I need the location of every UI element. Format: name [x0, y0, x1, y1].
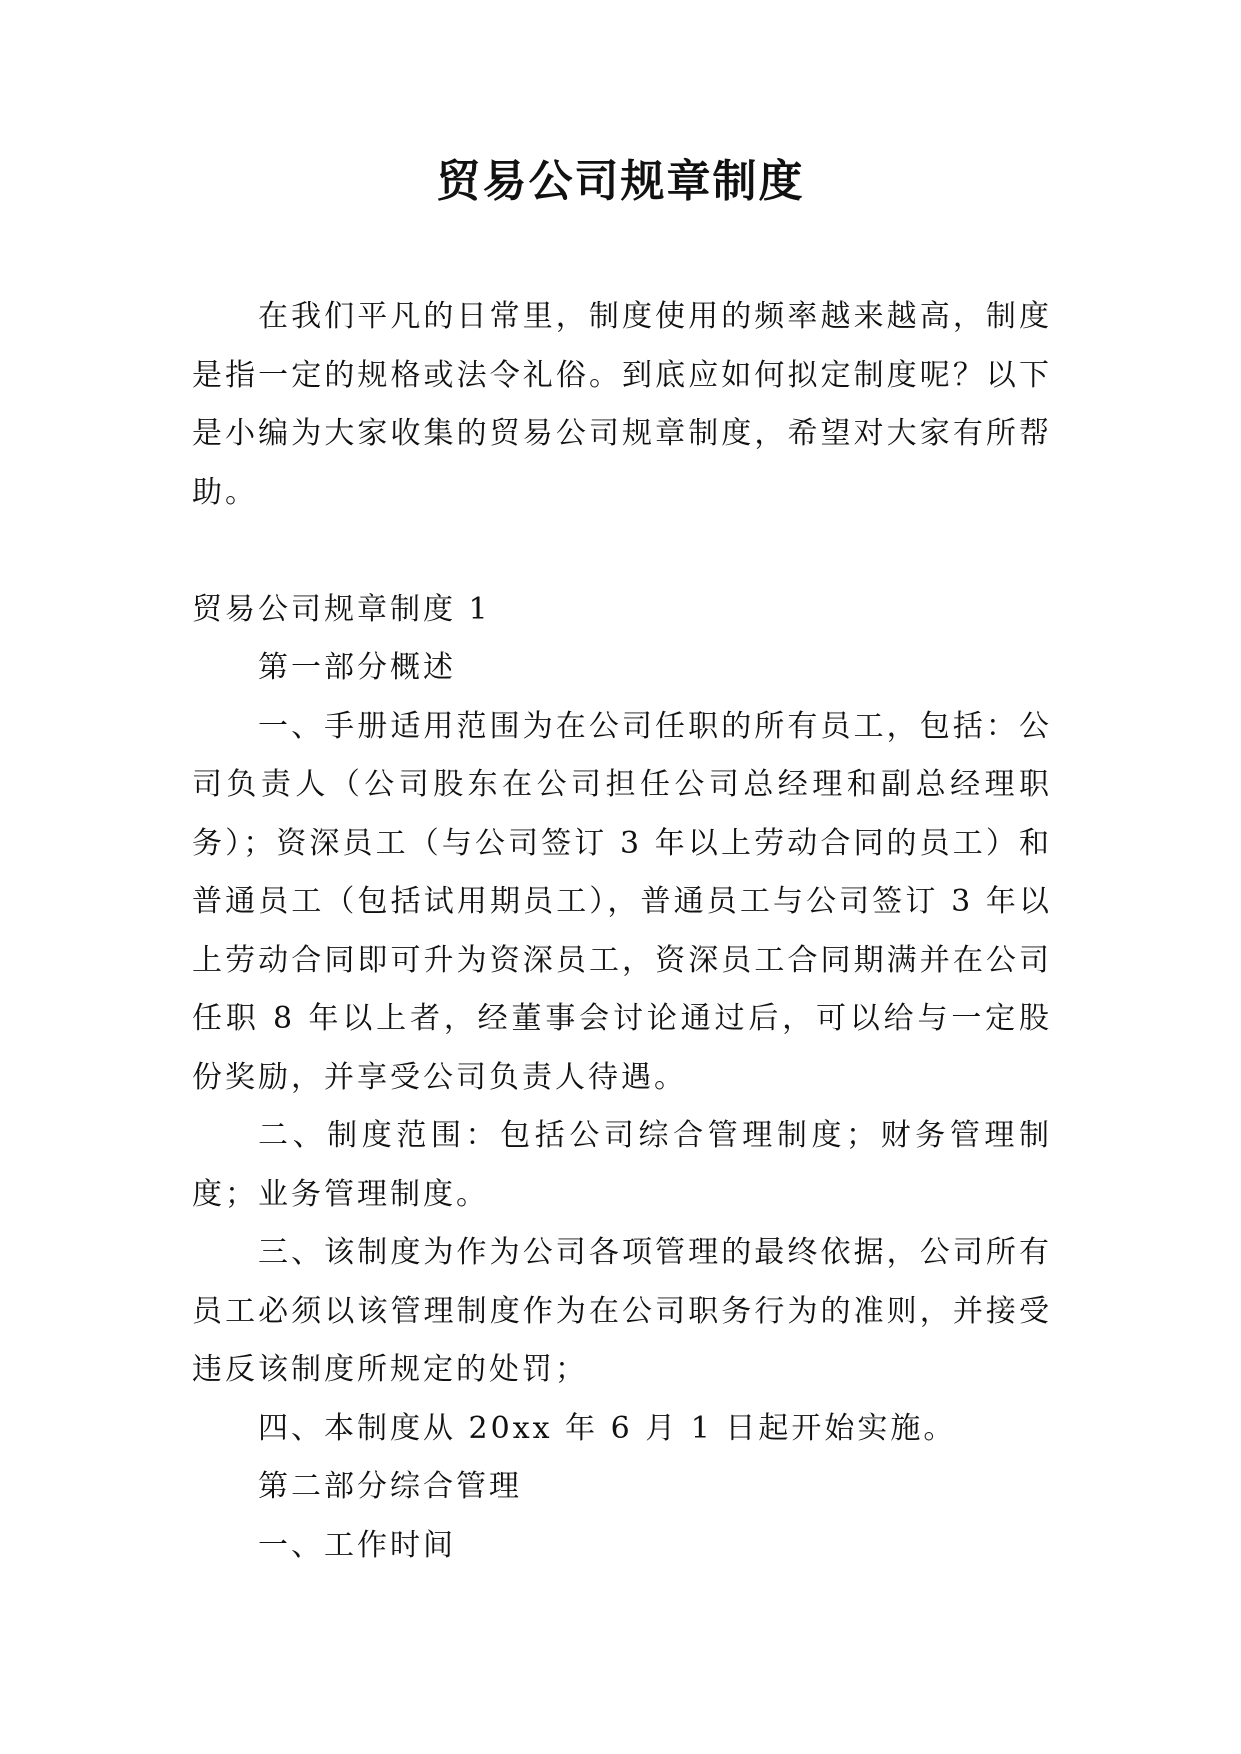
- part2-item-work-hours: 一、工作时间: [258, 1527, 456, 1563]
- document-title: 贸易公司规章制度: [436, 156, 805, 207]
- paragraph-scope: 一、手册适用范围为在公司任职的所有员工，包括：公司负责人（公司股东在公司担任公司总经理和副总经理职务）；资深员工（与公司签订 3 年以上劳动合同的员工）和普通员工（包括试用期员工），普通员工与公司签订 3 年以上劳动合同即可升为资深员工，资深员工合同期满并在公司任职 8 年以上者，经董事会讨论通过后，可以给与一定股份奖励，并享受公司负责人待遇。: [192, 708, 1052, 1095]
- paragraph-system-range: 二、制度范围：包括公司综合管理制度；财务管理制度；业务管理制度。: [192, 1118, 1052, 1212]
- section-title: 贸易公司规章制度 1: [192, 591, 491, 627]
- paragraph-basis: 三、该制度为作为公司各项管理的最终依据，公司所有员工必须以该管理制度作为在公司职务行为的准则，并接受违反该制度所规定的处罚；: [192, 1235, 1052, 1387]
- part1-heading: 第一部分概述: [258, 650, 456, 685]
- paragraph-effective-date: 四、本制度从 20xx 年 6 月 1 日起开始实施。: [258, 1410, 957, 1446]
- document-body: [192, 288, 1052, 1575]
- intro-paragraph: 在我们平凡的日常里，制度使用的频率越来越高，制度是指一定的规格或法令礼俗。到底应如何拟定制度呢？以下是小编为大家收集的贸易公司规章制度，希望对大家有所帮助。: [192, 299, 1052, 510]
- part2-heading: 第二部分综合管理: [258, 1469, 522, 1504]
